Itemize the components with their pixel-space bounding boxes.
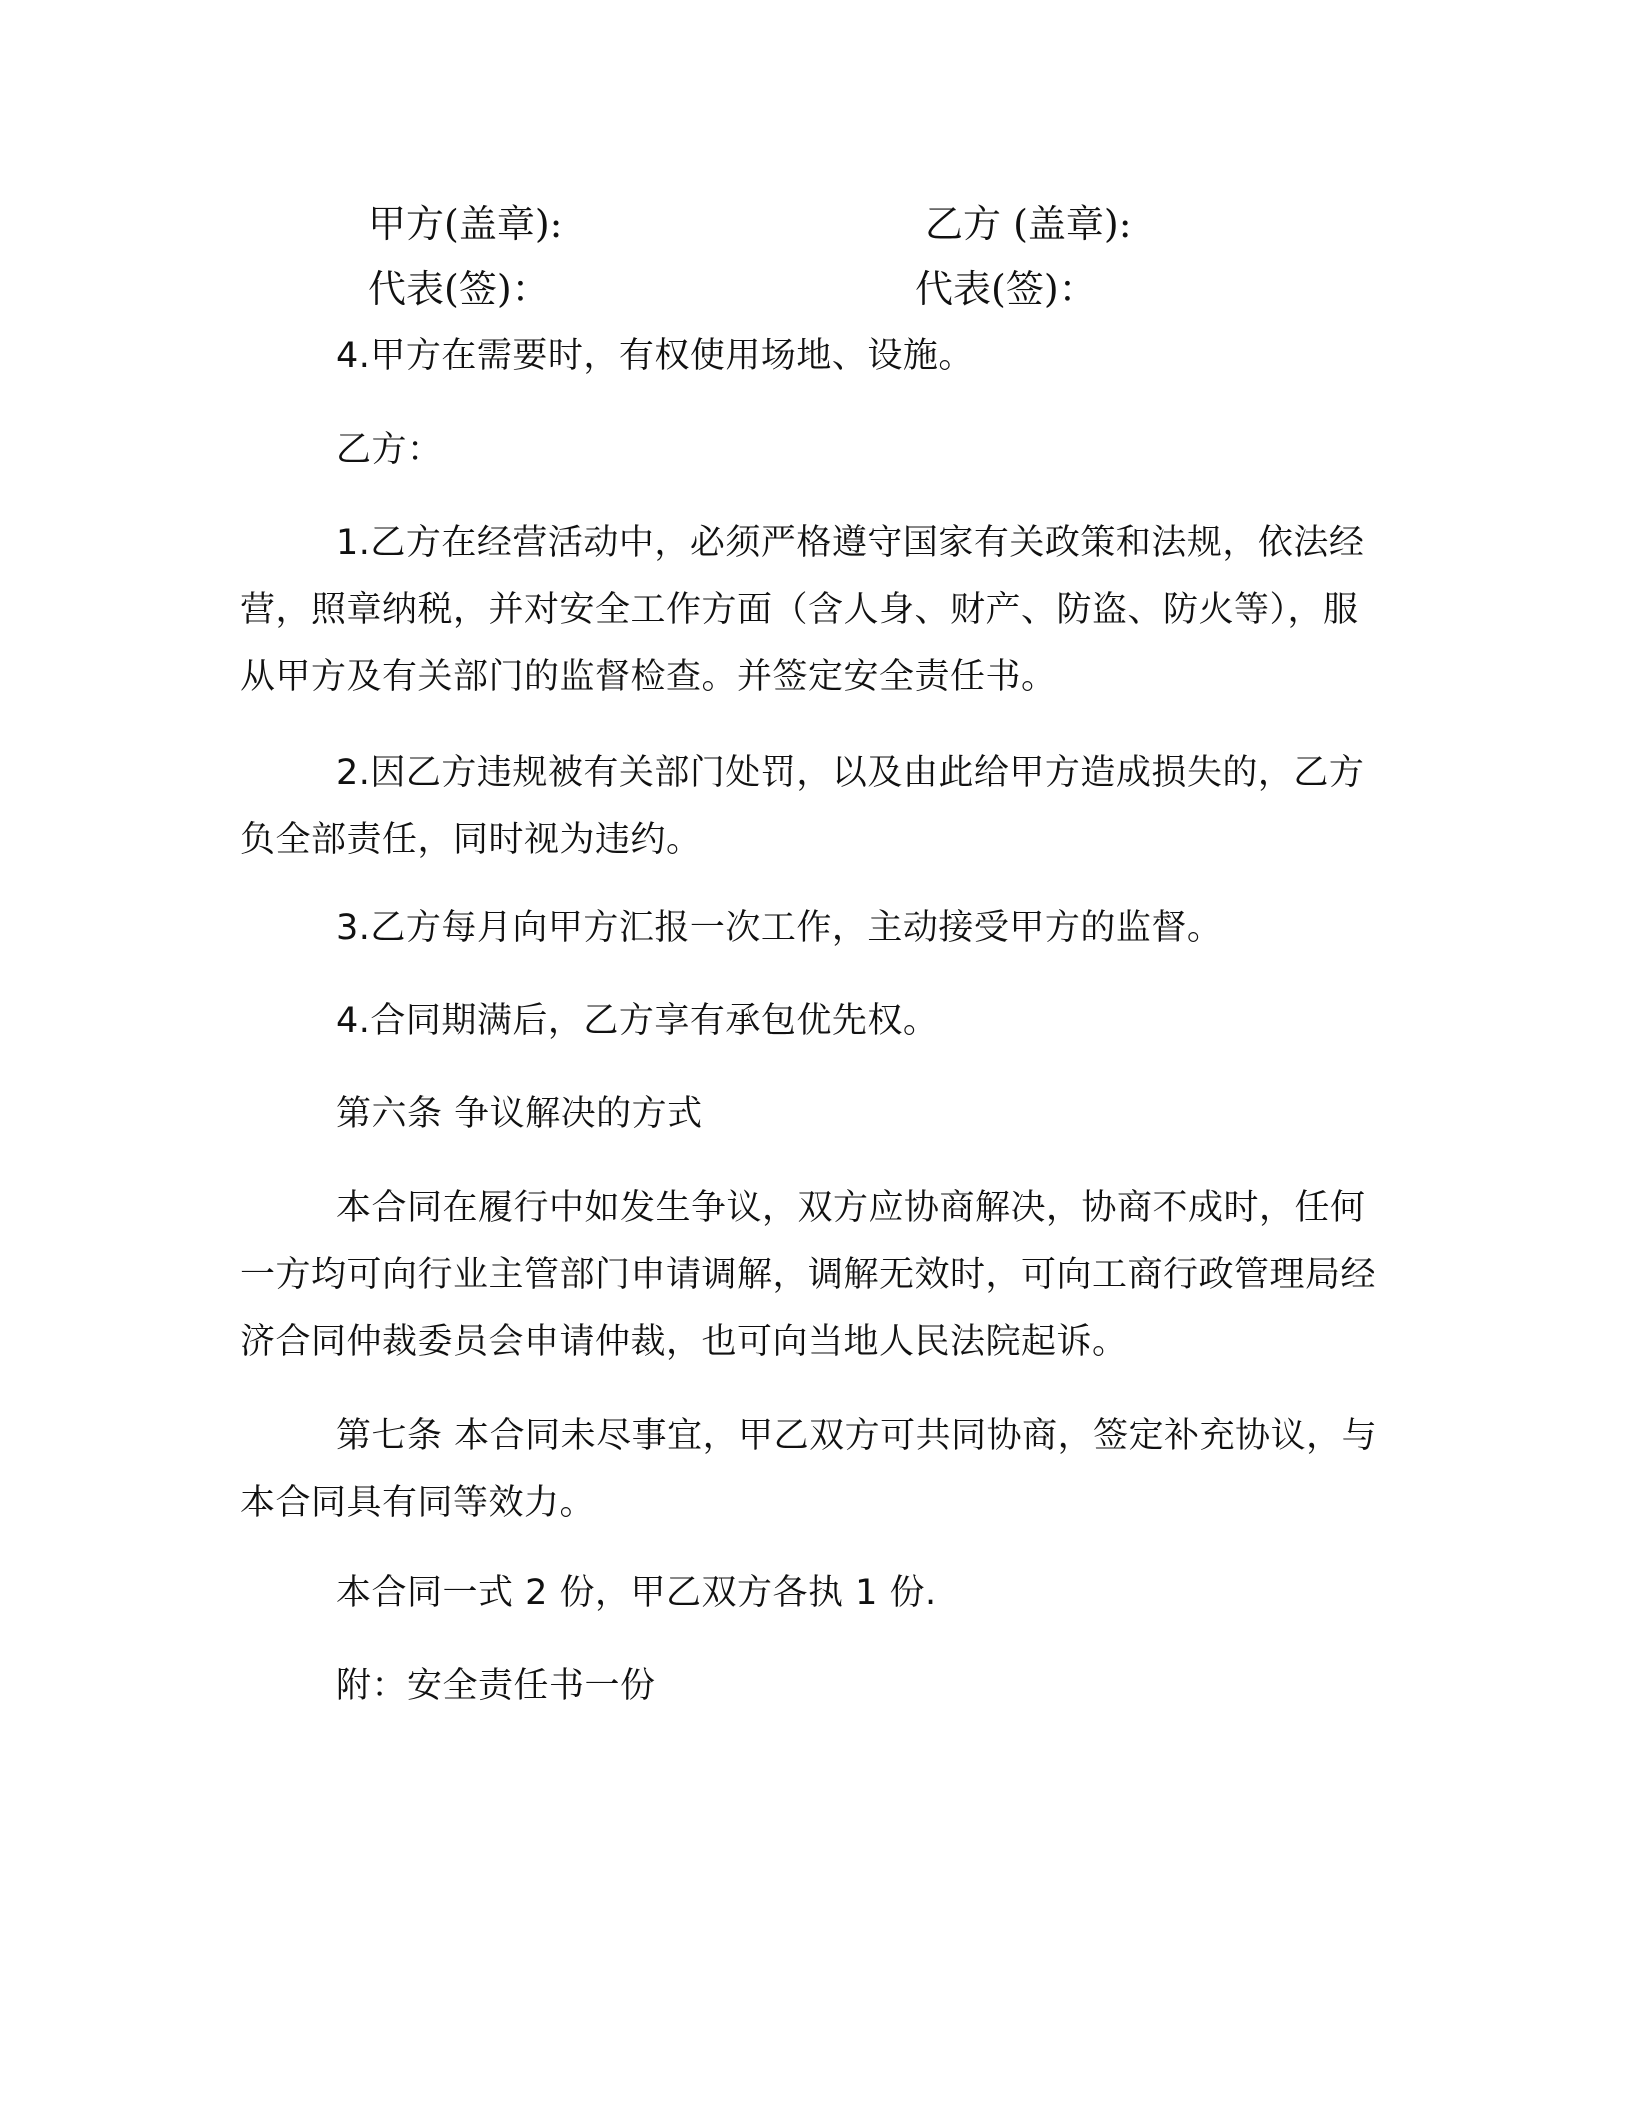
party-b-seal-label: 乙方 (盖章): [925,202,1132,246]
party-b-rep-label: 代表(签)： [915,267,1097,311]
clause-b1: 1.乙方在经营活动中，必须严格遵守国家有关政策和法规，依法经营，照章纳税，并对安全工作方面（含人身、财产、防盗、防火等），服从甲方及有关部门的监督检查。并签定安全责任书。 [240,523,1365,697]
article-6-body: 本合同在履行中如发生争议，双方应协商解决，协商不成时，任何一方均可向行业主管部门申请调解，调解无效时，可向工商行政管理局经济合同仲裁委员会申请仲裁，也可向当地人民法院起诉。 [240,1188,1377,1362]
party-a-rep-label: 代表(签)： [368,267,550,311]
clause-a4: 4.甲方在需要时，有权使用场地、设施。 [336,336,974,376]
clause-b4: 4.合同期满后，乙方享有承包优先权。 [336,1001,939,1041]
copies-clause: 本合同一式 2 份，甲乙双方各执 1 份. [336,1573,937,1613]
clause-b2: 2.因乙方违规被有关部门处罚，以及由此给甲方造成损失的，乙方负全部责任，同时视为违约。 [240,753,1365,860]
article-7: 第七条 本合同未尽事宜，甲乙双方可共同协商，签定补充协议，与本合同具有同等效力。 [240,1416,1378,1523]
article-6-heading: 第六条 争议解决的方式 [336,1094,703,1134]
clause-b3: 3.乙方每月向甲方汇报一次工作，主动接受甲方的监督。 [336,908,1223,948]
party-b-heading: 乙方： [336,430,443,470]
party-a-seal-label: 甲方(盖章): [368,202,563,246]
attachment-note: 附：安全责任书一份 [336,1666,656,1706]
